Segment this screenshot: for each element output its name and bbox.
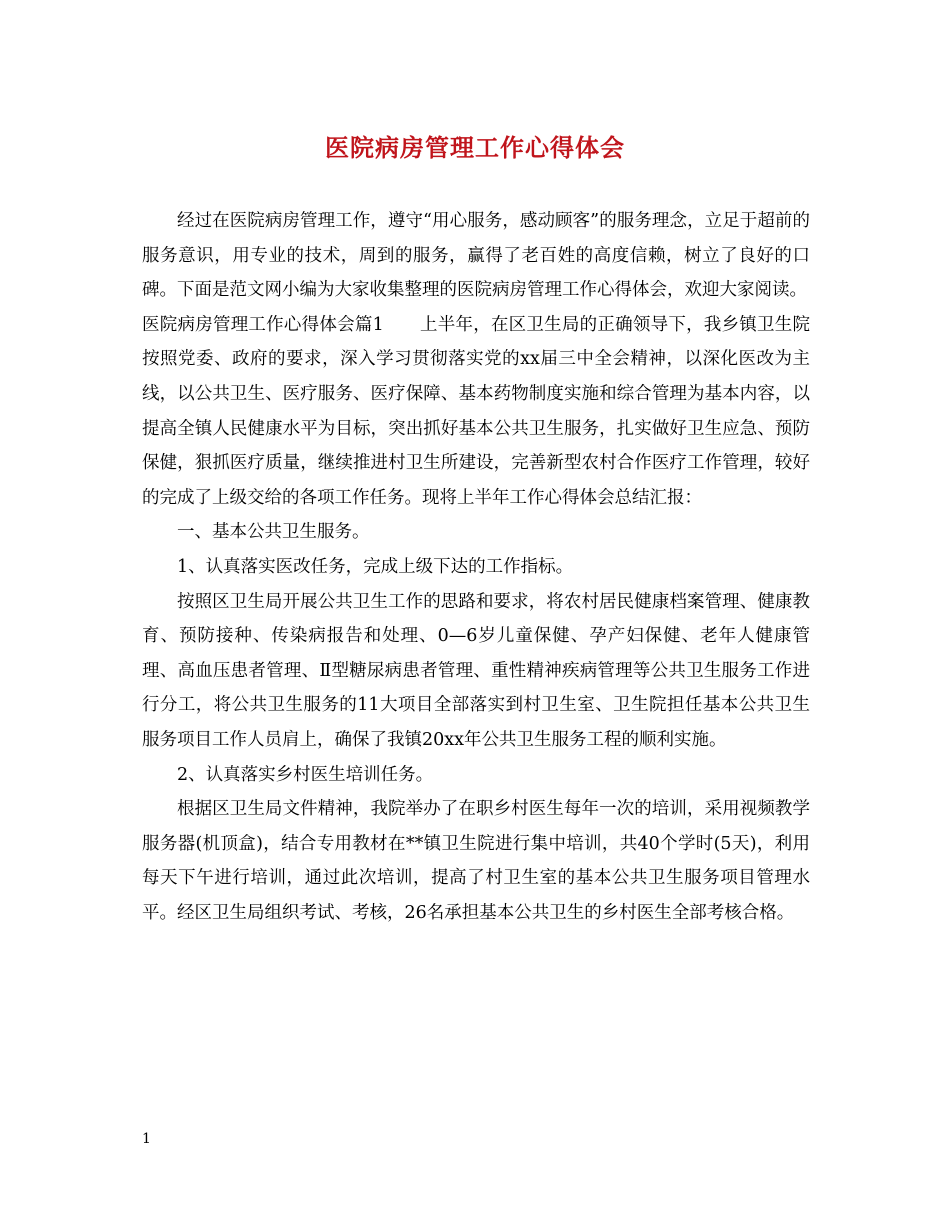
heading-one: 一、基本公共卫生服务。 bbox=[177, 522, 370, 543]
intro-paragraph: 经过在医院病房管理工作，遵守“用心服务，感动顾客”的服务理念，立足于超前的服务意识，用专业的技术，周到的服务，赢得了老百姓的高度信赖，树立了良好的口碑。下面是范文网小编为大家收集整理的医院病房管理工作心得体会，欢迎大家阅读。 bbox=[142, 211, 810, 301]
document-body bbox=[142, 204, 810, 930]
item-one-title: 1、认真落实医改任务，完成上级下达的工作指标。 bbox=[177, 556, 574, 577]
section-heading: 医院病房管理工作心得体会篇1 bbox=[142, 314, 384, 335]
section-paragraph bbox=[142, 308, 810, 516]
page-number: 1 bbox=[142, 1131, 151, 1147]
document-title: 医院病房管理工作心得体会 bbox=[325, 133, 625, 162]
item-two-title: 2、认真落实乡村医生培训任务。 bbox=[177, 764, 434, 785]
item-one-body: 按照区卫生局开展公共卫生工作的思路和要求，将农村居民健康档案管理、健康教育、预防接种、传染病报告和处理、0—6岁儿童保健、孕产妇保健、老年人健康管理、高血压患者管理、Ⅱ型糖尿病患者管理、重性精神疾病管理等公共卫生服务工作进行分工，将公共卫生服务的11大项目全部落实到村卫生室、卫生院担任基本公共卫生服务项目工作人员肩上，确保了我镇20xx年公共卫生服务工程的顺利实施。 bbox=[142, 591, 810, 750]
section-body: 上半年，在区卫生局的正确领导下，我乡镇卫生院按照党委、政府的要求，深入学习贯彻落实党的xx届三中全会精神，以深化医改为主线，以公共卫生、医疗服务、医疗保障、基本药物制度实施和综合管理为基本内容，以提高全镇人民健康水平为目标，突出抓好基本公共卫生服务，扎实做好卫生应急、预防保健，狠抓医疗质量，继续推进村卫生所建设，完善新型农村合作医疗工作管理，较好的完成了上级交给的各项工作任务。现将上半年工作心得体会总结汇报： bbox=[142, 314, 811, 508]
item-two-body: 根据区卫生局文件精神，我院举办了在职乡村医生每年一次的培训，采用视频教学服务器(机顶盒)，结合专用教材在**镇卫生院进行集中培训，共40个学时(5天)，利用每天下午进行培训，通过此次培训，提高了村卫生室的基本公共卫生服务项目管理水平。经区卫生局组织考试、考核，26名承担基本公共卫生的乡村医生全部考核合格。 bbox=[142, 799, 810, 923]
